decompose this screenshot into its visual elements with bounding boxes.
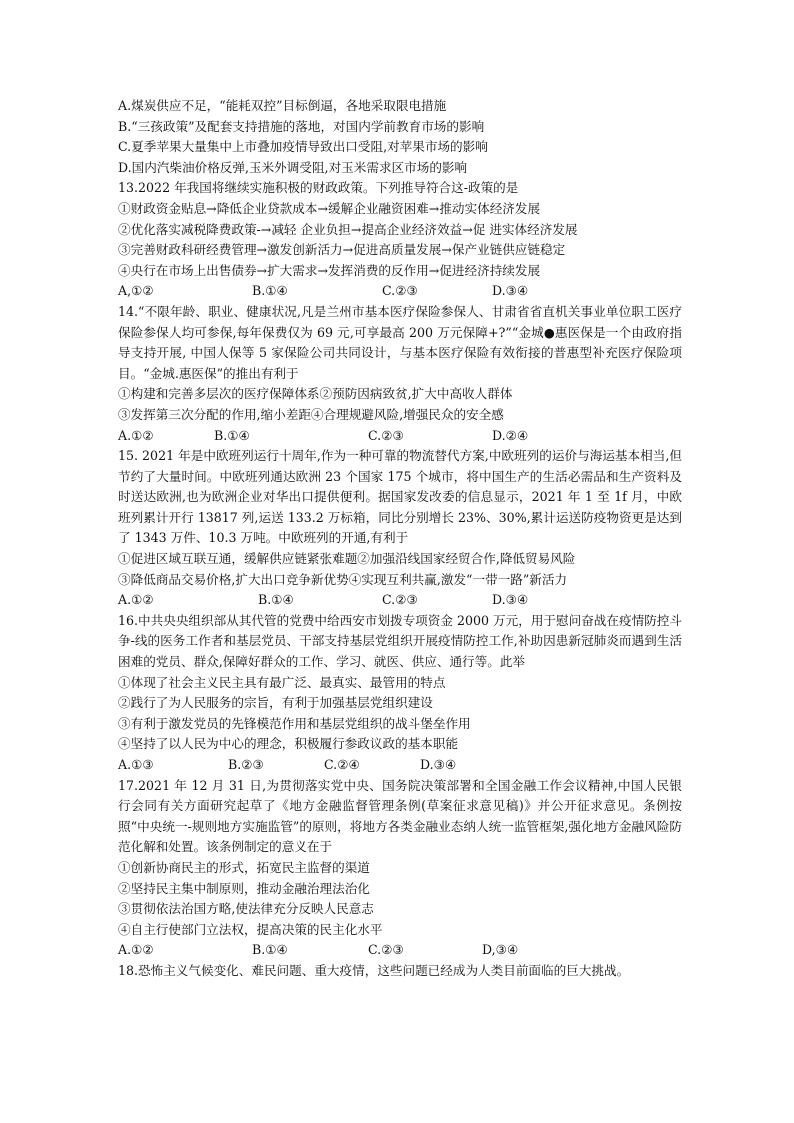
question-16 (118, 611, 682, 776)
q13-item-1: ①财政资金贴息→降低企业贷款成本→缓解企业融资困难→推动实体经济发展 (118, 200, 541, 216)
q16-item-3: ③有利于激发党员的先锋模范作用和基层党组织的战斗堡垒作用 (118, 715, 471, 731)
q13-item-3: ③完善财政科研经费管理→激发创新活力→促进高质量发展→保产业链供应链稳定 (118, 242, 566, 258)
q14-choice-d: D.②④ (492, 427, 529, 443)
q17-item-2: ②坚持民主集中制原则，推动金融治理法治化 (118, 880, 370, 896)
q14-choices (118, 426, 682, 447)
q13-item-4: ④央行在市场上出售债券→扩大需求→发挥消费的反作用→促进经济持续发展 (118, 262, 541, 278)
q15-item-1: ①促进区域互联互通，缓解供应链紧张难题②加强沿线国家经贸合作,降低贸易风险 (118, 551, 576, 567)
q15-choices (118, 590, 682, 611)
q17-choice-c: C.②③ (368, 942, 404, 958)
q13-choices (118, 281, 682, 302)
q16-choice-c: C.②④ (324, 757, 360, 772)
q14-choice-b: B.①④ (214, 427, 250, 443)
q16-item-2: ②践行了为人民服务的宗旨，有利于加强基层党组织建设 (118, 695, 433, 711)
q17-stem: 17.2021 年 12 月 31 日,为贯彻落实党中央、国务院决策部署和全国金融工作会议精神,中国人民银行会同有关方面研究起草了《地方金融监督管理条例(草案征求意见稿)》并公开征求意见。条例按照“中央统一-规则地方实施监管”的原则，将地方各类金融业态纳人统一监管框架,强化地方金融风险防范化解和处置。该条例制定的意义在于 (118, 777, 682, 855)
q16-item-1: ①体现了社会主义民主具有最广泛、最真实、最管用的特点 (118, 674, 446, 690)
q17-choice-b: B.①④ (252, 942, 288, 958)
q12-option-d: D.国内汽柴油价格反弹,玉米外调受阻,对玉米需求区市场的影响 (118, 159, 468, 175)
q17-item-3: ③贯彻依法治国方略,使法律充分反映人民意志 (118, 901, 374, 917)
question-12-options (118, 96, 682, 178)
q17-item-4: ④自主行使部门立法权，提高决策的民主化水平 (118, 921, 383, 937)
q12-option-a: A.煤炭供应不足，“能耗双控”目标倒逼，各地采取限电措施 (118, 98, 447, 113)
q16-choices (118, 755, 682, 776)
q14-item-2: ③发挥第三次分配的作用,缩小差距④合理规避风险,增强民众的安全感 (118, 406, 504, 422)
q14-stem: 14.“不限年龄、职业、健康状况,凡是兰州市基本医疗保险参保人、甘肃省省直机关事业单位职工医疗保险参保人均可参保,每年保费仅为 69 元,可享最高 200 万元保障+?”“金城●惠医保是一个由政府指导支持开展, 中国人保等 5 家保险公司共同设计，与基本医疗保险有效衔接的普惠型补充医疗保险项目。“金城.惠医保”的推出有利于 (118, 303, 682, 381)
q15-stem: 15. 2021 年是中欧班列运行十周年,作为一种可靠的物流替代方案,中欧班列的运价与海运基本相当,但节约了大量时间。中欧班列通达欧洲 23 个国家 175 个城市，将中国生产的生活必需品和生产资料及时送达欧洲,也为欧洲企业对华出口提供便利。据国家发改委的信息显示，2021 年 1 至 1f 月，中欧班列累计开行 13817 列,运送 133.2 万标箱，同比分别增长 23%、30%,累计运送防疫物资更是达到了 1343 万件、10.3 万吨。中欧班列的开通,有利于 (118, 448, 682, 546)
q13-choice-b: B.①④ (252, 283, 288, 299)
q13-choice-c: C.②③ (382, 283, 418, 299)
question-18 (118, 961, 682, 982)
q18-stem: 18.恐怖主义气候变化、难民问题、重大疫情，这些问题已经成为人类目前面临的巨大挑战。 (118, 962, 630, 978)
q15-choice-b: B.①④ (258, 592, 294, 608)
q14-choice-a: A.①② (118, 427, 154, 443)
q15-choice-d: D.③④ (492, 592, 529, 608)
q17-choice-a: A.①② (118, 942, 154, 958)
q16-choice-d: D.③④ (420, 757, 457, 772)
q16-choice-a: A.①③ (118, 757, 154, 772)
question-17 (118, 776, 682, 961)
q12-option-b: B.“三孩政策”及配套支持措施的落地，对国内学前教育市场的影响 (118, 118, 485, 134)
question-13 (118, 178, 682, 302)
q16-item-4: ④坚持了以人民为中心的理念，积极履行参政议政的基本职能 (118, 736, 459, 752)
exam-page (118, 96, 682, 982)
question-14 (118, 302, 682, 446)
q15-choice-c: C.②③ (382, 592, 418, 608)
q17-choice-d: D,③④ (482, 942, 519, 958)
q12-option-c: C.夏季苹果大量集中上市叠加疫情导致出口受阻,对苹果市场的影响 (118, 139, 488, 155)
q15-choice-a: A.①② (118, 592, 154, 608)
q15-item-2: ③降低商品交易价格,扩大出口竞争新优势④实现互利共赢,激发“一带一路”新活力 (118, 571, 568, 587)
q13-stem: 13.2022 年我国将继续实施积极的财政政策。下列推导符合这-政策的是 (118, 180, 519, 196)
q14-choice-c: C.②③ (368, 427, 404, 443)
q17-choices (118, 940, 682, 961)
question-15 (118, 446, 682, 611)
q13-choice-d: D.③④ (492, 283, 529, 299)
q13-choice-a: A,①② (118, 283, 154, 299)
q14-item-1: ①构建和完善多层次的医疗保障体系②预防因病致贫,扩大中高收人群体 (118, 386, 513, 402)
q16-choice-b: B.②③ (228, 757, 264, 772)
q13-item-2: ②优化落实减税降费政策-→减轻 企业负担→提高企业经济效益→促 进实体经济发展 (118, 221, 578, 237)
q17-item-1: ①创新协商民主的形式，拓宽民主监督的渠道 (118, 859, 370, 875)
q16-stem: 16.中共央央组织部从其代管的党费中给西安市划拨专项资金 2000 万元，用于慰问奋战在疫情防控斗争-线的医务工作者和基层党员、干部支持基层党组织开展疫情防控工作,补助因患新冠肺炎而遇到生活困难的党员、群众,保障好群众的工作、学习、就医、供应、通行等。此举 (118, 612, 682, 670)
